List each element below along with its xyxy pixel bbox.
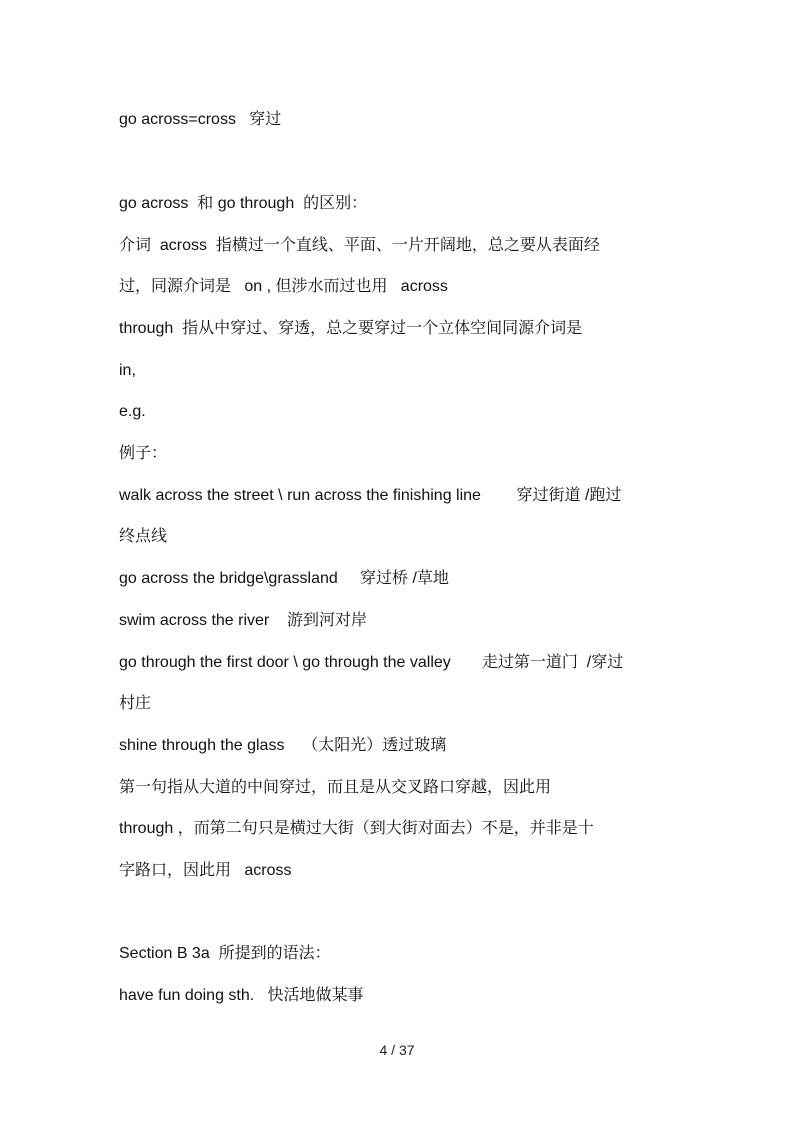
text-line: shine through the glass （太阳光）透过玻璃 [119,737,447,754]
text-line: 村庄 [119,695,152,712]
text-line: 第一句指从大道的中间穿过，而且是从交叉路口穿越，因此用 [119,779,552,796]
text-line: e.g. [119,403,146,420]
text-line: 字路口，因此用 across [119,862,292,879]
text-line: go across the bridge\grassland 穿过桥 /草地 [119,570,449,587]
text-line: 过，同源介词是 on , 但涉水而过也用 across [119,278,448,295]
text-line: in, [119,362,136,379]
text-line: go across=cross 穿过 [119,111,282,128]
text-line: through 指从中穿过、穿透，总之要穿过一个立体空间同源介词是 [119,320,583,337]
text-line: swim across the river 游到河对岸 [119,612,368,629]
text-line: go across 和 go through 的区别： [119,195,368,212]
text-line: through ，而第二句只是横过大街（到大街对面去）不是，并非是十 [119,820,594,837]
text-line: Section B 3a 所提到的语法： [119,945,331,962]
text-line: 介词 across 指横过一个直线、平面、一片开阔地，总之要从表面经 [119,237,600,254]
text-line: walk across the street \ run across the finishing line 穿过街道 /跑过 [119,487,622,504]
text-line: have fun doing sth. 快活地做某事 [119,987,364,1004]
text-line: 例子： [119,445,168,462]
page-number: 4 / 37 [379,1042,415,1058]
text-line: 终点线 [119,528,168,545]
text-line: go through the first door \ go through the valley 走过第一道门 /穿过 [119,654,624,671]
